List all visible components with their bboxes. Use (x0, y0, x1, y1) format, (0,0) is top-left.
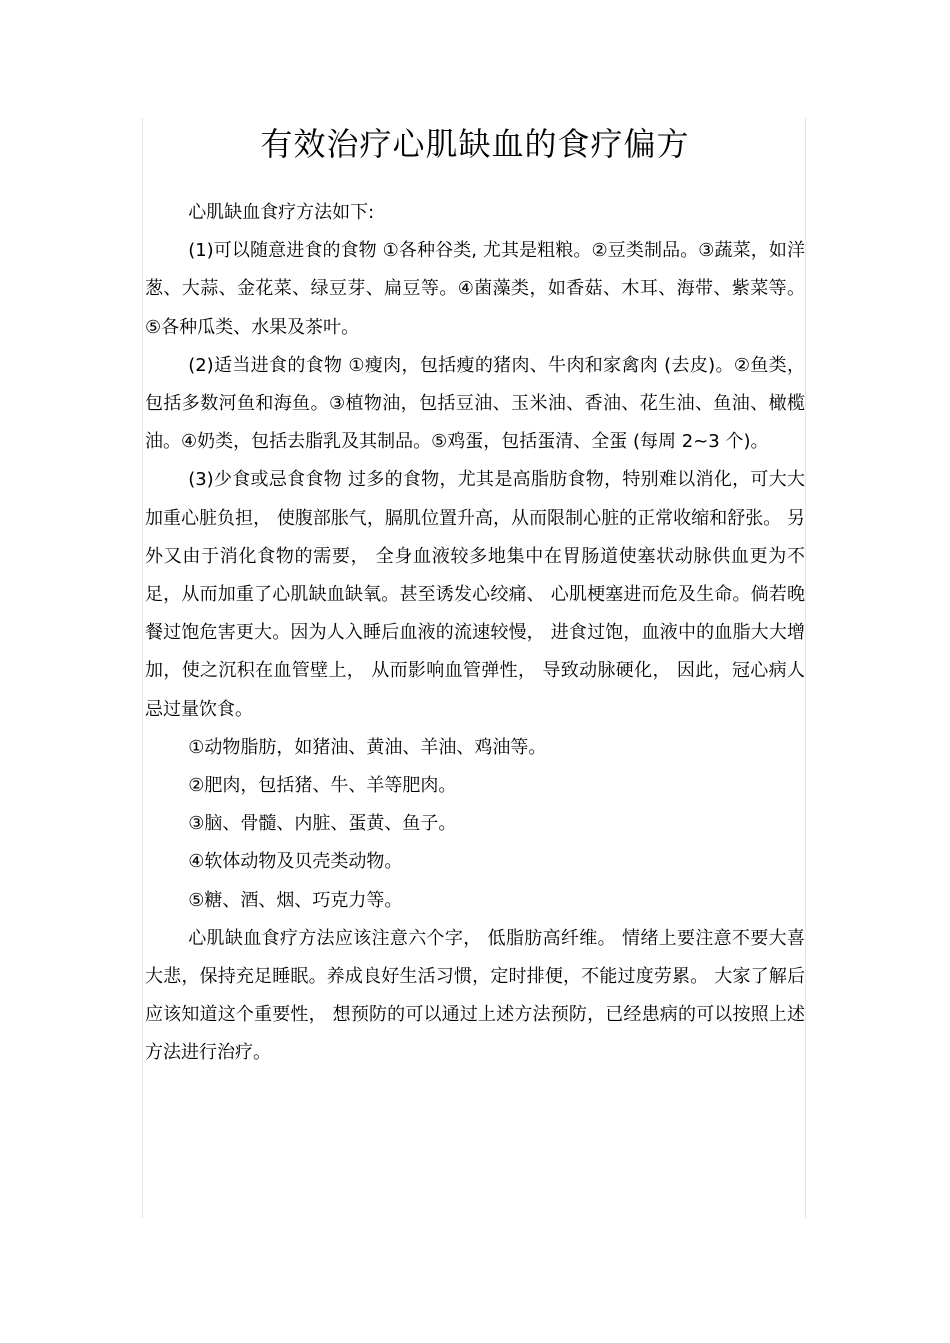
paragraph-free-foods: (1)可以随意进食的食物 ①各种谷类, 尤其是粗粮。②豆类制品。③蔬菜，如洋葱、大蒜、金花菜、绿豆芽、扁豆等。④菌藻类，如香菇、木耳、海带、紫菜等。⑤各种瓜类、水果及茶叶。 (145, 240, 805, 338)
list-item-organs: ③脑、骨髓、内脏、蛋黄、鱼子。 (188, 813, 457, 835)
document-body (145, 194, 805, 1073)
paragraph-intro: 心肌缺血食疗方法如下: (188, 202, 375, 223)
list-item-shellfish: ④软体动物及贝壳类动物。 (188, 851, 403, 873)
document-title: 有效治疗心肌缺血的食疗偏方 (260, 125, 690, 163)
document-page (142, 118, 806, 1218)
paragraph-moderate-foods: (2)适当进食的食物 ①瘦肉，包括瘦的猪肉、牛肉和家禽肉 (去皮)。②鱼类，包括多数河鱼和海鱼。③植物油，包括豆油、玉米油、香油、花生油、鱼油、橄榄油。④奶类，包括去脂乳及其制品。⑤鸡蛋，包括蛋清、全蛋 (每周 2~3 个)。 (145, 354, 805, 453)
paragraph-avoid-foods: (3)少食或忌食食物 过多的食物，尤其是高脂肪食物，特别难以消化，可大大加重心脏负担， 使腹部胀气，膈肌位置升高，从而限制心脏的正常收缩和舒张。 另外又由于消化食物的需要， 全身血液较多地集中在胃肠道使塞状动脉供血更为不足，从而加重了心肌缺血缺氧。甚至诱发心绞痛、 心肌梗塞进而危及生命。倘若晚餐过饱危害更大。因为人入睡后血液的流速较慢， 进食过饱，血液中的血脂大大增加，使之沉积在血管壁上， 从而影响血管弹性， 导致动脉硬化， 因此，冠心病人忌过量饮食。 (145, 469, 805, 720)
list-item-sugar-alcohol: ⑤糖、酒、烟、巧克力等。 (188, 889, 403, 911)
list-item-animal-fat: ①动物脂肪，如猪油、黄油、羊油、鸡油等。 (188, 736, 547, 758)
paragraph-conclusion: 心肌缺血食疗方法应该注意六个字， 低脂肪高纤维。 情绪上要注意不要大喜大悲，保持充足睡眠。养成良好生活习惯，定时排便，不能过度劳累。 大家了解后应该知道这个重要性， 想预防的可以通过上述方法预防，已经患病的可以按照上述方法进行治疗。 (145, 927, 805, 1064)
list-item-fatty-meat: ②肥肉，包括猪、牛、羊等肥肉。 (188, 775, 457, 797)
